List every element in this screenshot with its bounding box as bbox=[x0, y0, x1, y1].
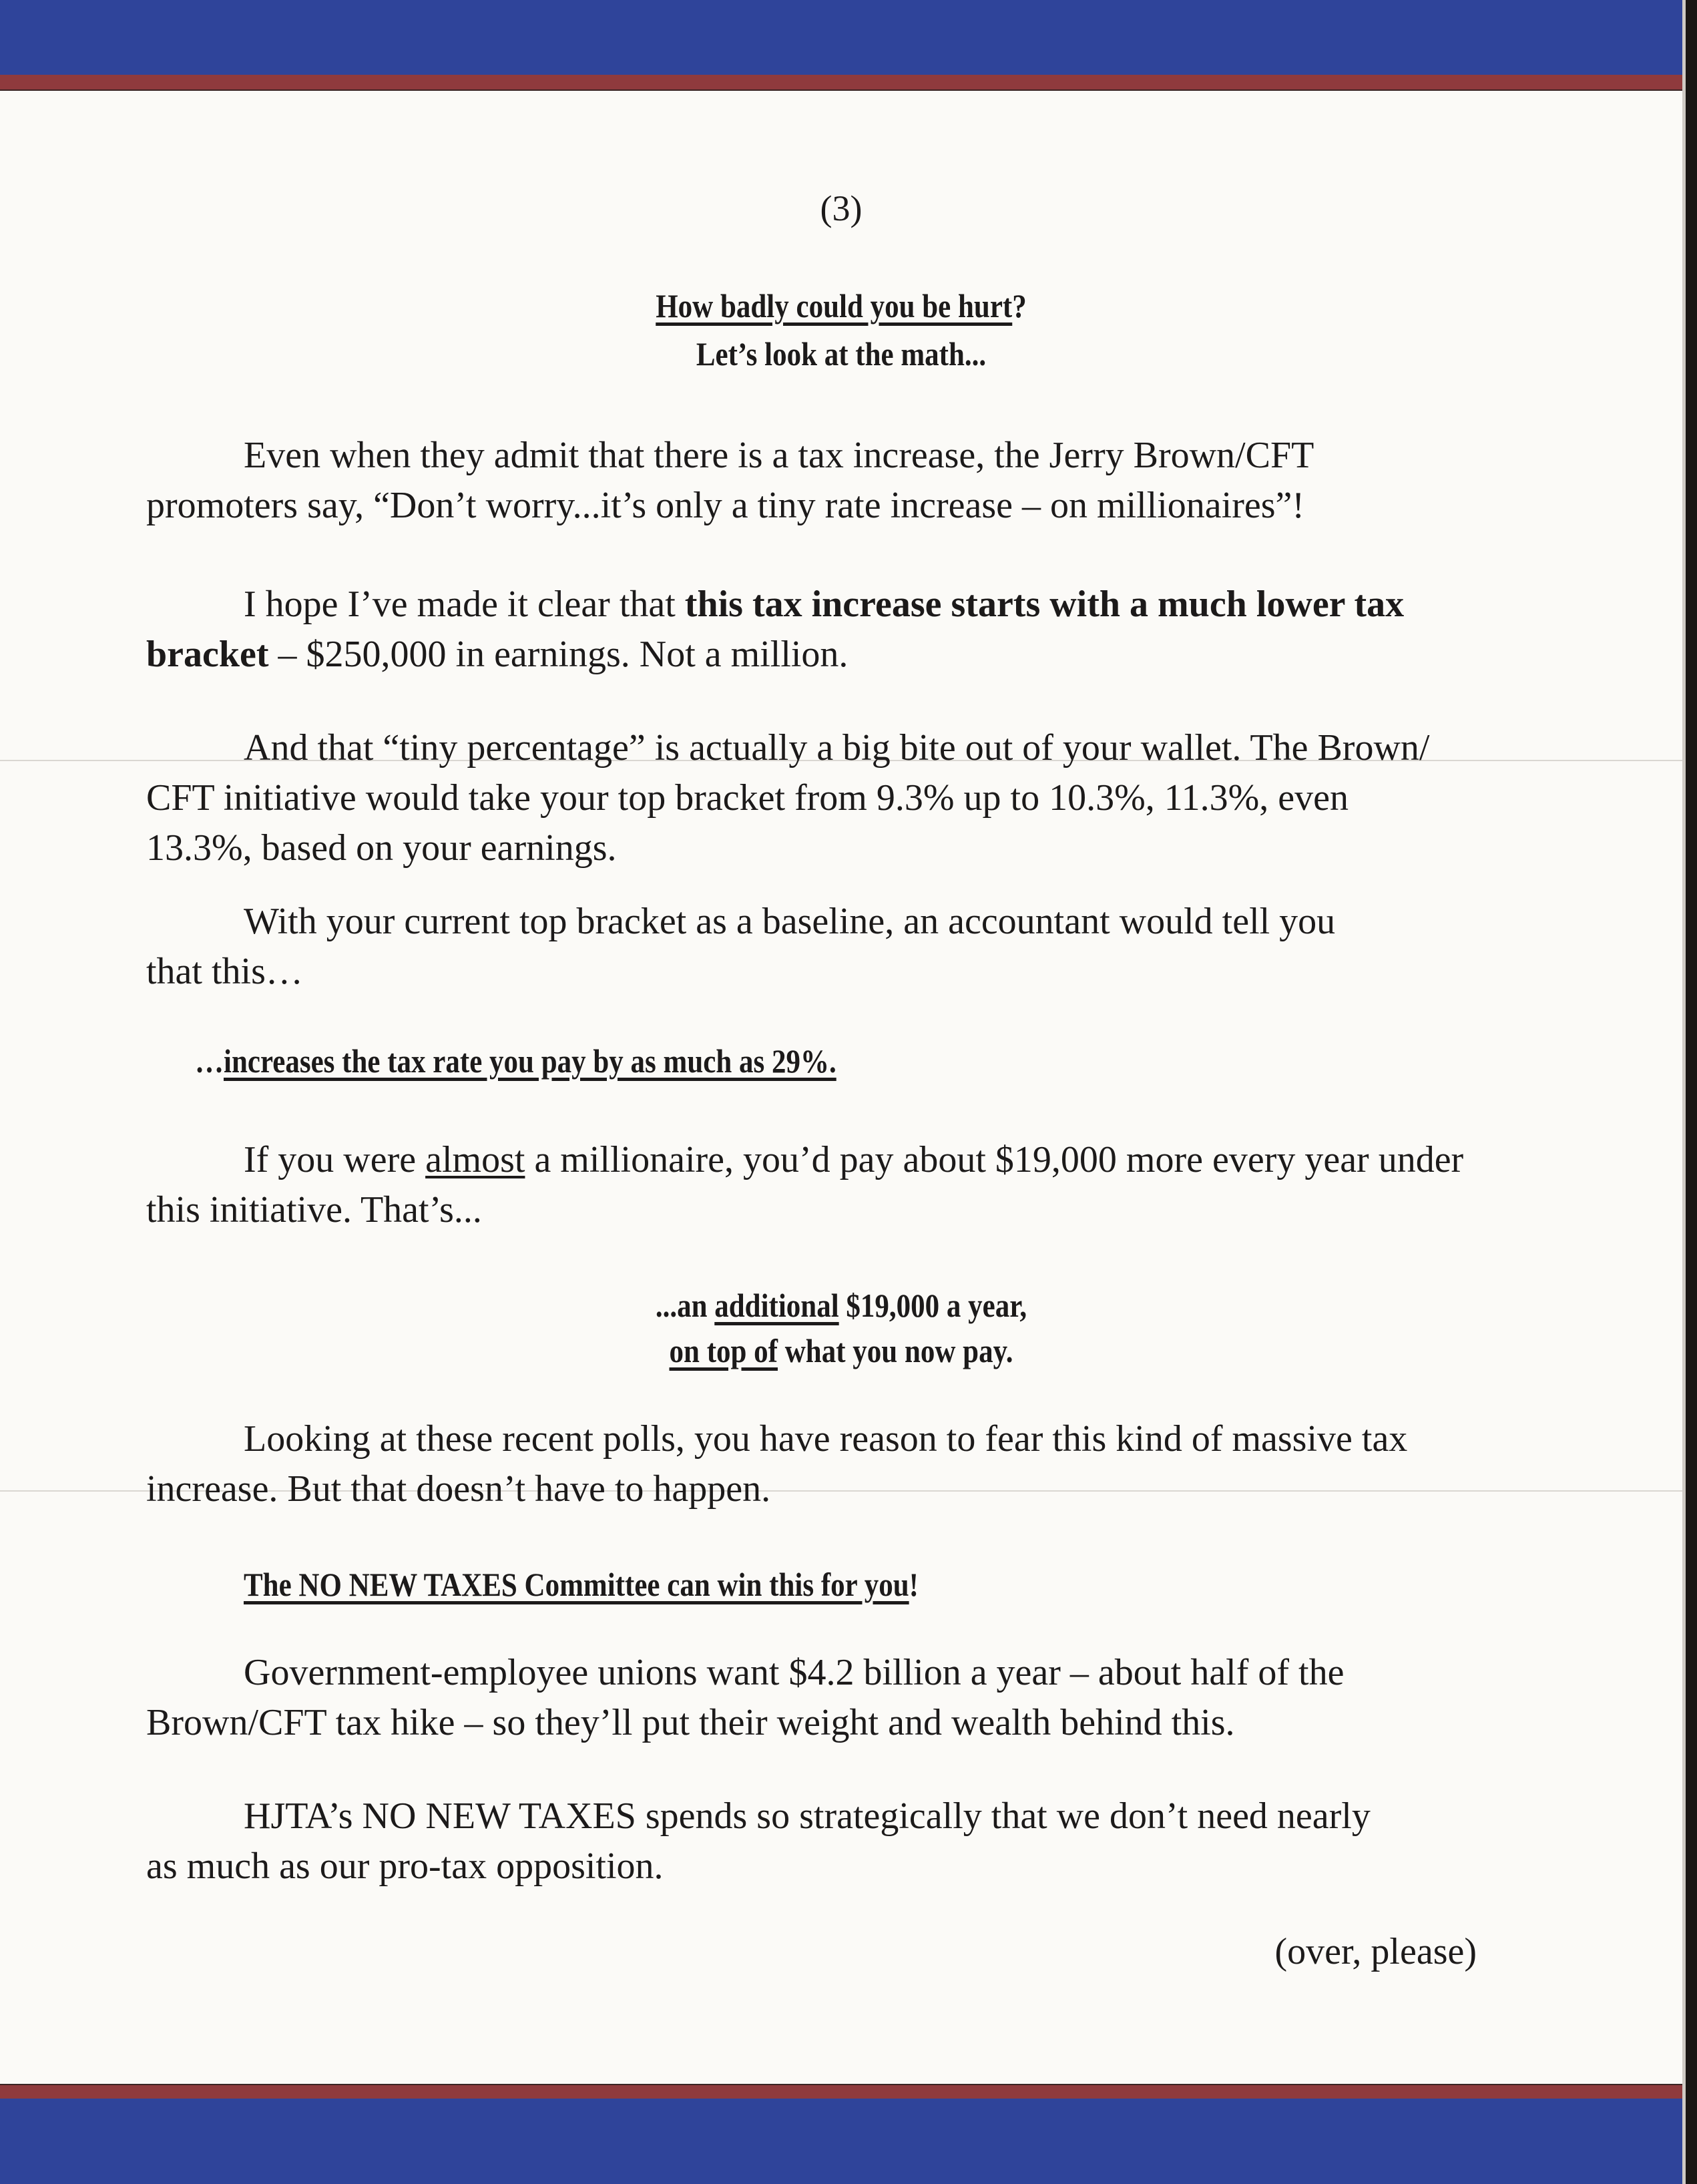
heading-line-1 bbox=[117, 284, 1564, 328]
scanner-edge bbox=[1686, 0, 1697, 2184]
callout1-ellipsis: … bbox=[195, 1042, 224, 1080]
p5-rest: a millionaire, you’d pay about $19,000 more every year under bbox=[525, 1139, 1464, 1180]
p5-line-2: this initiative. That’s... bbox=[146, 1189, 482, 1231]
callout2-on-top-of: on top of bbox=[669, 1332, 778, 1369]
callout2-additional: additional bbox=[714, 1287, 839, 1324]
page-number: (3) bbox=[820, 188, 863, 228]
paragraph-8 bbox=[146, 1791, 1517, 1892]
callout-19000-line-1 bbox=[117, 1283, 1564, 1327]
p3-line-1: And that “tiny percentage” is actually a big bite out of your wallet. The Brown/ bbox=[244, 727, 1430, 769]
paragraph-2 bbox=[146, 580, 1517, 680]
bottom-red-stripe bbox=[0, 2084, 1682, 2100]
p7-line-1: Government-employee unions want $4.2 billion a year – about half of the bbox=[244, 1652, 1345, 1693]
p4-line-2: that this… bbox=[146, 951, 303, 992]
top-red-stripe bbox=[0, 75, 1682, 91]
paragraph-3 bbox=[146, 723, 1517, 873]
p5-lead: If you were bbox=[244, 1139, 426, 1180]
callout1-underlined: increases the tax rate you pay by as much as 29%. bbox=[224, 1042, 836, 1080]
callout2-rest-1: $19,000 a year, bbox=[838, 1287, 1027, 1324]
heading-underlined-text: How badly could you be hurt bbox=[656, 287, 1013, 324]
p6-line-1: Looking at these recent polls, you have reason to fear this kind of massive tax bbox=[244, 1418, 1408, 1460]
paragraph-7 bbox=[146, 1648, 1517, 1748]
p1-line-2: promoters say, “Don’t worry...it’s only a tiny rate increase – on millionaires”! bbox=[146, 485, 1305, 526]
paragraph-1 bbox=[146, 431, 1517, 531]
top-blue-band bbox=[0, 0, 1682, 75]
over-please-note: (over, please) bbox=[1274, 1931, 1477, 1972]
paragraph-6 bbox=[146, 1414, 1517, 1514]
p5-underlined-almost: almost bbox=[425, 1139, 525, 1180]
p2-line-2 bbox=[146, 630, 1517, 680]
callout-19000-line-2 bbox=[117, 1329, 1564, 1373]
p7-line-2: Brown/CFT tax hike – so they’ll put their weight and wealth behind this. bbox=[146, 1702, 1235, 1743]
paragraph-4 bbox=[146, 897, 1517, 997]
p8-line-2: as much as our pro-tax opposition. bbox=[146, 1845, 664, 1887]
p8-line-1: HJTA’s NO NEW TAXES spends so strategically that we don’t need nearly bbox=[244, 1795, 1371, 1837]
p2-bold-bracket: bracket bbox=[146, 634, 269, 675]
bottom-blue-band bbox=[0, 2099, 1682, 2184]
paragraph-5 bbox=[146, 1135, 1517, 1235]
subheading-exclamation: ! bbox=[909, 1566, 919, 1603]
p2-line-1 bbox=[195, 580, 1517, 630]
subheading-underlined: The NO NEW TAXES Committee can win this for you bbox=[244, 1566, 909, 1603]
p2-bold-text: this tax increase starts with a much lower tax bbox=[684, 584, 1405, 625]
p3-line-2: CFT initiative would take your top bracket from 9.3% up to 10.3%, 11.3%, even bbox=[146, 777, 1349, 819]
p1-line-1: Even when they admit that there is a tax increase, the Jerry Brown/CFT bbox=[244, 435, 1314, 476]
callout2-prefix: ...an bbox=[655, 1287, 715, 1324]
p2-rest: – $250,000 in earnings. Not a million. bbox=[268, 634, 848, 675]
p6-line-2: increase. But that doesn’t have to happen. bbox=[146, 1468, 771, 1510]
heading-question-mark: ? bbox=[1012, 287, 1027, 324]
p5-line-1 bbox=[195, 1135, 1517, 1185]
callout-29-percent bbox=[195, 1039, 836, 1083]
committee-subheading bbox=[244, 1562, 919, 1606]
p2-lead: I hope I’ve made it clear that bbox=[244, 584, 685, 625]
heading-line-2: Let’s look at the math... bbox=[696, 335, 987, 373]
p4-line-1: With your current top bracket as a baseline, an accountant would tell you bbox=[244, 901, 1336, 942]
callout2-rest-2: what you now pay. bbox=[777, 1332, 1013, 1369]
p3-line-3: 13.3%, based on your earnings. bbox=[146, 827, 617, 869]
